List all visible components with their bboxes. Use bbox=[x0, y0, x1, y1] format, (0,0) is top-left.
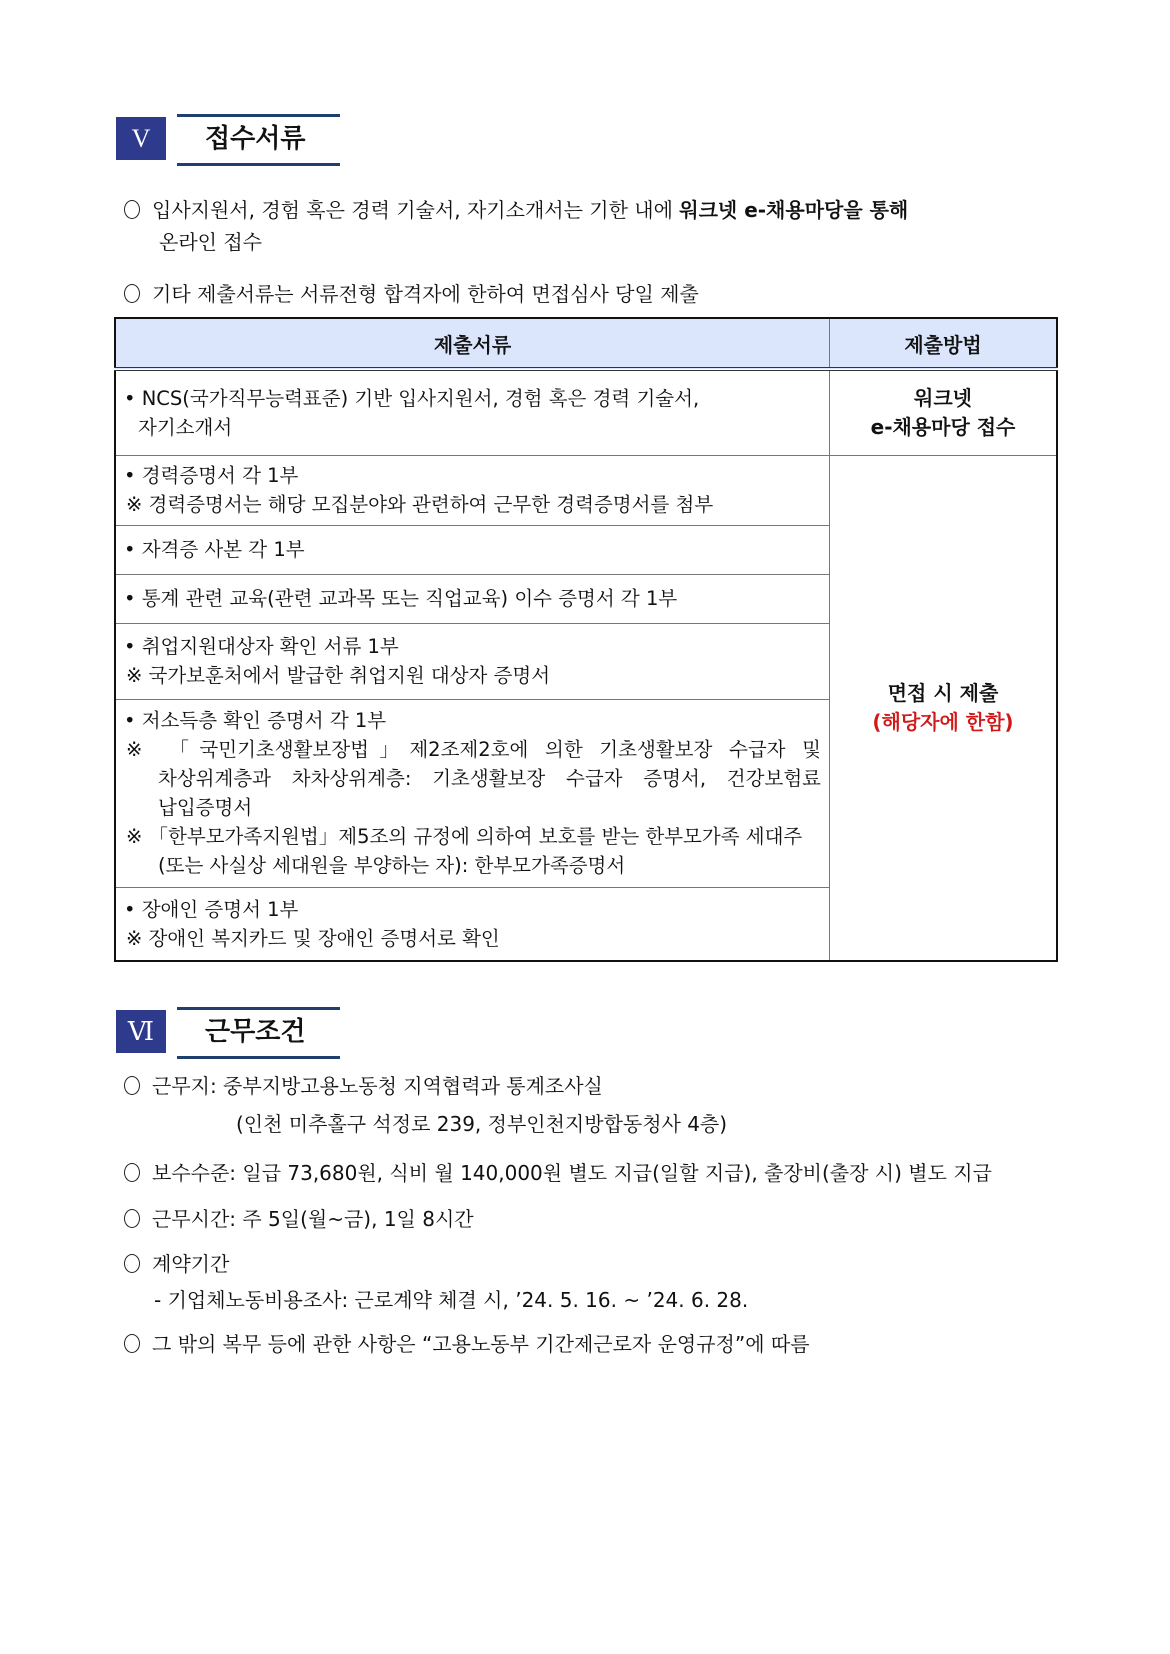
document-line: • 자격증 사본 각 1부 bbox=[124, 538, 305, 561]
document-note: ※ 경력증명서는 해당 모집분야와 관련하여 근무한 경력증명서를 첨부 bbox=[126, 493, 714, 516]
document-line: • NCS(국가직무능력표준) 기반 입사지원서, 경험 혹은 경력 기술서, bbox=[124, 386, 700, 410]
document-line: • 통계 관련 교육(관련 교과목 또는 직업교육) 이수 증명서 각 1부 bbox=[124, 587, 678, 610]
bullet-text: 기타 제출서류는 서류전형 합격자에 한하여 면접심사 당일 제출 bbox=[152, 282, 699, 306]
document-cell bbox=[115, 623, 830, 699]
section-title: 접수서류 bbox=[177, 114, 340, 166]
document-cell bbox=[115, 369, 830, 455]
table-row bbox=[115, 455, 1057, 525]
document-note: ※ 장애인 복지카드 및 장애인 증명서로 확인 bbox=[126, 926, 500, 950]
document-line: • 경력증명서 각 1부 bbox=[124, 464, 299, 487]
document-line: • 장애인 증명서 1부 bbox=[124, 897, 299, 921]
document-cell bbox=[115, 525, 830, 574]
circle-bullet-icon bbox=[124, 200, 140, 219]
bullet-text: 입사지원서, 경험 혹은 경력 기술서, 자기소개서는 기한 내에 bbox=[152, 198, 680, 222]
bullet-other-rules bbox=[124, 1328, 810, 1360]
bullet-sub-text: - 기업체노동비용조사: 근로계약 체결 시, ’24. 5. 16. ~ ’24. 6. 28. bbox=[154, 1288, 749, 1312]
bullet-hours bbox=[124, 1203, 474, 1235]
document-cell bbox=[115, 699, 830, 887]
header-documents: 제출서류 bbox=[115, 318, 830, 369]
bullet-sub-text: (인천 미추홀구 석정로 239, 정부인천지방합동청사 4층) bbox=[236, 1112, 728, 1136]
bullet-text: 그 밖의 복무 등에 관한 사항은 “고용노동부 기간제근로자 운영규정”에 따름 bbox=[152, 1332, 810, 1356]
method-line: 워크넷 bbox=[914, 385, 972, 410]
circle-bullet-icon bbox=[124, 1254, 140, 1273]
method-line: e-채용마당 접수 bbox=[870, 414, 1016, 439]
bullet-online-submission bbox=[124, 194, 1064, 258]
document-line: • 취업지원대상자 확인 서류 1부 bbox=[124, 635, 399, 658]
document-line: • 저소득층 확인 증명서 각 1부 bbox=[124, 709, 387, 732]
method-cell-merged bbox=[830, 455, 1058, 961]
section-number-badge: Ⅵ bbox=[116, 1010, 166, 1053]
bullet-text: 근무지: 중부지방고용노동청 지역협력과 통계조사실 bbox=[152, 1074, 603, 1098]
table-row bbox=[115, 369, 1057, 455]
circle-bullet-icon bbox=[124, 1163, 140, 1182]
bullet-pay bbox=[124, 1157, 992, 1189]
documents-table bbox=[114, 317, 1058, 962]
document-note: ※ 「한부모가족지원법」제5조의 규정에 의하여 보호를 받는 한부모가족 세대주 bbox=[126, 825, 803, 848]
method-line: 면접 시 제출 bbox=[887, 680, 999, 705]
bullet-text: 보수수준: 일급 73,680원, 식비 월 140,000원 별도 지급(일할 지급), 출장비(출장 시) 별도 지급 bbox=[152, 1161, 992, 1185]
bullet-text-cont: 온라인 접수 bbox=[159, 230, 262, 254]
circle-bullet-icon bbox=[124, 1209, 140, 1228]
document-note-cont: (또는 사실상 세대원을 부양하는 자): 한부모가족증명서 bbox=[158, 854, 626, 877]
circle-bullet-icon bbox=[124, 1334, 140, 1353]
document-note-cont: 납입증명서 bbox=[158, 796, 253, 819]
document-cell bbox=[115, 574, 830, 623]
section-number-badge: V bbox=[116, 117, 166, 160]
bullet-text: 근무시간: 주 5일(월~금), 1일 8시간 bbox=[152, 1207, 474, 1231]
bullet-text: 계약기간 bbox=[152, 1252, 230, 1276]
document-note: ※ 「국민기초생활보장법」제2조제2호에 의한 기초생활보장 수급자 및 bbox=[126, 738, 821, 761]
method-line-red: (해당자에 한함) bbox=[872, 709, 1014, 734]
header-method: 제출방법 bbox=[830, 318, 1058, 369]
section-title: 근무조건 bbox=[177, 1007, 340, 1059]
circle-bullet-icon bbox=[124, 284, 140, 303]
bullet-contract-period bbox=[124, 1248, 748, 1316]
bullet-other-documents bbox=[124, 278, 699, 310]
circle-bullet-icon bbox=[124, 1076, 140, 1095]
document-note: ※ 국가보훈처에서 발급한 취업지원 대상자 증명서 bbox=[126, 664, 551, 687]
method-cell bbox=[830, 369, 1058, 455]
document-cell bbox=[115, 455, 830, 525]
document-note-cont: 차상위계층과 차차상위계층: 기초생활보장 수급자 증명서, 건강보험료 bbox=[158, 767, 821, 790]
bullet-text-bold: 워크넷 e-채용마당을 통해 bbox=[679, 198, 909, 222]
document-cell bbox=[115, 887, 830, 961]
bullet-workplace bbox=[124, 1070, 727, 1140]
document-line: 자기소개서 bbox=[138, 415, 233, 439]
